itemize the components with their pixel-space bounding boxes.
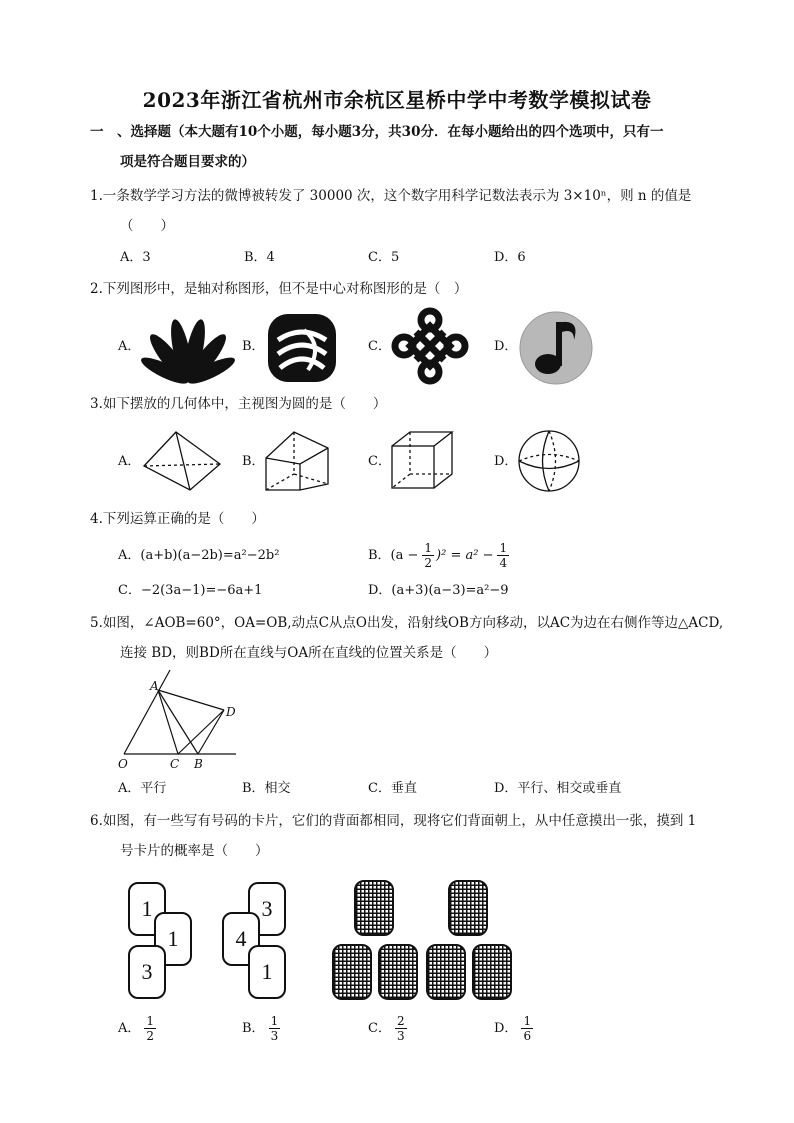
q4-option-a: A．(a+b)(a−2b)=a²−2b² bbox=[118, 548, 280, 563]
section-heading: 一 、选择题（本大题有10个小题，每小题3分，共30分．在每小题给出的四个选项中，只有一 bbox=[90, 124, 664, 140]
q1-option-c: C．5 bbox=[368, 250, 400, 265]
q3-label-d: D． bbox=[494, 454, 518, 469]
q6-stem-cont: 号卡片的概率是（ ） bbox=[120, 843, 269, 859]
q2-label-a: A． bbox=[118, 339, 141, 354]
frac-den: 2 bbox=[146, 1029, 155, 1043]
option-label: B． bbox=[242, 1021, 265, 1036]
option-fraction bbox=[144, 1014, 156, 1043]
q6-option-d bbox=[494, 1014, 533, 1043]
frac-den: 3 bbox=[396, 1029, 405, 1043]
q3-stem: 3.如下摆放的几何体中，主视图为圆的是（ ） bbox=[90, 396, 387, 412]
q3-label-c: C． bbox=[368, 454, 391, 469]
frac-num: 1 bbox=[499, 541, 508, 555]
point-label-a: A bbox=[150, 679, 159, 693]
q6-option-c bbox=[368, 1014, 407, 1043]
q5-geometry-figure bbox=[112, 668, 242, 772]
frac-den: 2 bbox=[424, 556, 433, 570]
q4-option-b bbox=[368, 538, 509, 574]
q1-stem: 1.一条数学学习方法的微博被转发了 30000 次，这个数字用科学记数法表示为 3×10ⁿ，则 n 的值是 bbox=[90, 188, 692, 204]
card-back bbox=[472, 944, 512, 1000]
cube-figure bbox=[388, 428, 458, 494]
q4-option-b-frac1 bbox=[422, 541, 434, 570]
point-label-c: C bbox=[170, 757, 180, 771]
q3-label-a: A． bbox=[118, 454, 141, 469]
point-label-o: O bbox=[118, 757, 128, 771]
q1-blank: （ ） bbox=[120, 218, 174, 234]
section-heading-cont: 项是符合题目要求的） bbox=[120, 154, 255, 170]
q6-option-a bbox=[118, 1014, 156, 1043]
frac-den: 3 bbox=[270, 1029, 279, 1043]
q2-label-d: D． bbox=[494, 339, 518, 354]
q4-option-c: C．−2(3a−1)=−6a+1 bbox=[118, 583, 263, 598]
q5-option-b: B．相交 bbox=[242, 781, 291, 796]
q4-option-b-frac2 bbox=[497, 541, 509, 570]
frac-num: 1 bbox=[270, 1014, 279, 1028]
number-card: 3 bbox=[248, 882, 286, 936]
q4-stem: 4.下列运算正确的是（ ） bbox=[90, 511, 265, 527]
option-label: D． bbox=[494, 1021, 518, 1036]
number-card: 3 bbox=[128, 945, 166, 999]
frac-num: 1 bbox=[424, 541, 433, 555]
q5-option-a: A．平行 bbox=[118, 781, 167, 796]
q4-option-b-lead: B．(a − bbox=[368, 548, 419, 563]
option-label: C． bbox=[368, 1021, 391, 1036]
knot-logo-figure bbox=[390, 306, 470, 386]
option-fraction bbox=[521, 1014, 533, 1043]
q2-label-b: B． bbox=[242, 339, 265, 354]
card-back bbox=[448, 880, 488, 936]
music-note-logo-figure bbox=[518, 310, 594, 386]
frac-num: 1 bbox=[523, 1014, 532, 1028]
q4-option-d: D．(a+3)(a−3)=a²−9 bbox=[368, 583, 509, 598]
q4-option-b-mid: )² = a² − bbox=[436, 548, 494, 563]
number-card: 4 bbox=[222, 912, 260, 966]
mobile-logo-figure bbox=[264, 310, 340, 386]
frac-den: 4 bbox=[499, 556, 508, 570]
q5-stem-cont: 连接 BD，则BD所在直线与OA所在直线的位置关系是（ ） bbox=[120, 645, 498, 661]
frac-num: 2 bbox=[396, 1014, 405, 1028]
option-fraction bbox=[395, 1014, 407, 1043]
option-label: A． bbox=[118, 1021, 141, 1036]
frac-den: 6 bbox=[523, 1029, 532, 1043]
q5-option-c: C．垂直 bbox=[368, 781, 417, 796]
q1-option-d: D．6 bbox=[494, 250, 526, 265]
number-card: 1 bbox=[154, 912, 192, 966]
point-label-d: D bbox=[226, 705, 236, 719]
q2-stem: 2.下列图形中，是轴对称图形，但不是中心对称图形的是（ ） bbox=[90, 281, 468, 297]
page-title: 2023年浙江省杭州市余杭区星桥中学中考数学模拟试卷 bbox=[142, 88, 652, 112]
card-back bbox=[426, 944, 466, 1000]
card-back bbox=[354, 880, 394, 936]
q1-option-b: B．4 bbox=[244, 250, 275, 265]
petal-logo-figure bbox=[140, 310, 236, 386]
q2-label-c: C． bbox=[368, 339, 391, 354]
number-card: 1 bbox=[248, 945, 286, 999]
q6-option-b bbox=[242, 1014, 280, 1043]
q5-stem: 5.如图，∠AOB=60°，OA=OB,动点C从点O出发，沿射线OB方向移动，以AC为边在右侧作等边△ACD, bbox=[90, 615, 724, 631]
q6-stem: 6.如图，有一些写有号码的卡片，它们的背面都相同，现将它们背面朝上，从中任意摸出一张，摸到 1 bbox=[90, 813, 697, 829]
option-fraction bbox=[269, 1014, 281, 1043]
pyramid-figure bbox=[140, 428, 224, 494]
card-back bbox=[378, 944, 418, 1000]
frac-num: 1 bbox=[146, 1014, 155, 1028]
q1-option-a: A．3 bbox=[120, 250, 151, 265]
point-label-b: B bbox=[194, 757, 203, 771]
q5-option-d: D．平行、相交或垂直 bbox=[494, 781, 622, 796]
card-back bbox=[332, 944, 372, 1000]
prism-figure bbox=[262, 428, 332, 494]
number-card: 1 bbox=[128, 882, 166, 936]
sphere-figure bbox=[516, 428, 582, 494]
q3-label-b: B． bbox=[242, 454, 265, 469]
